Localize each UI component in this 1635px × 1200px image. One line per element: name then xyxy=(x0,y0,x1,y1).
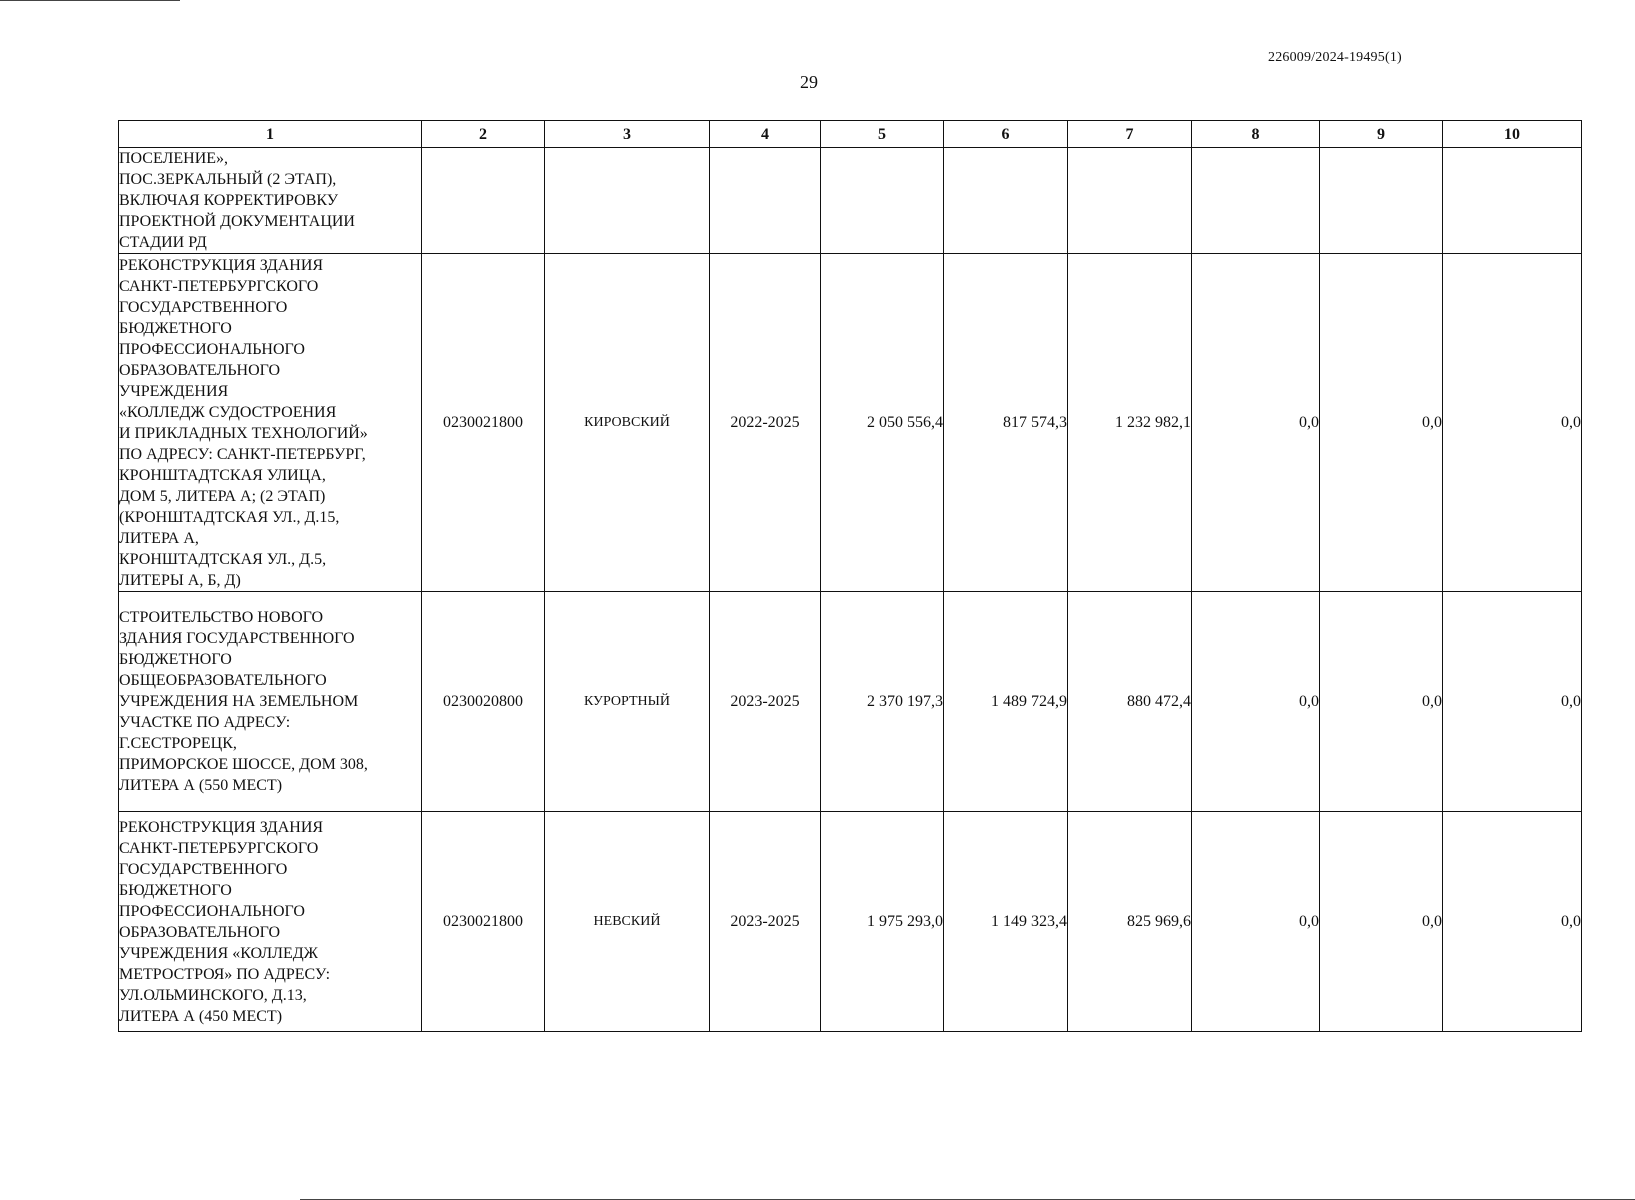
object-name-line: ЗДАНИЯ ГОСУДАРСТВЕННОГО xyxy=(119,630,355,647)
object-name-line: И ПРИКЛАДНЫХ ТЕХНОЛОГИЙ» xyxy=(119,424,368,442)
code-cell: 0230020800 xyxy=(422,592,545,812)
value-cell: 2 050 556,4 xyxy=(821,254,944,592)
object-name-line: УЧРЕЖДЕНИЯ xyxy=(119,382,229,400)
table-row xyxy=(119,592,1582,812)
value-cell: 0,0 xyxy=(1443,254,1582,592)
table-row xyxy=(119,148,1582,254)
column-header: 4 xyxy=(710,121,821,148)
object-name-line: БЮДЖЕТНОГО xyxy=(119,881,232,899)
object-name-line: ПОСЕЛЕНИЕ», xyxy=(119,150,229,167)
column-header: 5 xyxy=(821,121,944,148)
value-cell: 825 969,6 xyxy=(1068,812,1192,1032)
object-name-line: ЛИТЕРА А (450 МЕСТ) xyxy=(119,1007,283,1025)
value-cell: 0,0 xyxy=(1192,812,1320,1032)
value-cell: 880 472,4 xyxy=(1068,592,1192,812)
value-cell: 1 232 982,1 xyxy=(1068,254,1192,592)
value-cell: 0,0 xyxy=(1320,812,1443,1032)
object-name-line: ОБРАЗОВАТЕЛЬНОГО xyxy=(119,923,281,941)
district-cell: НЕВСКИЙ xyxy=(545,812,710,1032)
value-cell xyxy=(1443,148,1582,254)
object-name-line: РЕКОНСТРУКЦИЯ ЗДАНИЯ xyxy=(119,818,324,836)
table-row xyxy=(119,254,1582,592)
object-name-line: ОБРАЗОВАТЕЛЬНОГО xyxy=(119,361,281,379)
object-name-line: БЮДЖЕТНОГО xyxy=(119,651,232,668)
column-header: 2 xyxy=(422,121,545,148)
object-name-line: (КРОНШТАДТСКАЯ УЛ., Д.15, xyxy=(119,508,340,526)
object-name-line: СТАДИИ РД xyxy=(119,234,207,251)
object-name-line: УЧРЕЖДЕНИЯ НА ЗЕМЕЛЬНОМ xyxy=(119,693,359,710)
value-cell xyxy=(944,148,1068,254)
page-number: 29 xyxy=(800,72,818,92)
object-name-line: Г.СЕСТРОРЕЦК, xyxy=(119,735,237,752)
object-name-line: МЕТРОСТРОЯ» ПО АДРЕСУ: xyxy=(119,965,331,983)
value-cell: 2 370 197,3 xyxy=(821,592,944,812)
object-name-line: ПО АДРЕСУ: САНКТ-ПЕТЕРБУРГ, xyxy=(119,445,366,463)
value-cell: 1 489 724,9 xyxy=(944,592,1068,812)
object-name-line: КРОНШТАДТСКАЯ УЛ., Д.5, xyxy=(119,550,327,568)
object-name-line: СТРОИТЕЛЬСТВО НОВОГО xyxy=(119,609,324,626)
object-name-line: УЛ.ОЛЬМИНСКОГО, Д.13, xyxy=(119,986,307,1004)
object-name-line: ОБЩЕОБРАЗОВАТЕЛЬНОГО xyxy=(119,672,327,689)
object-name-line: ПРОФЕССИОНАЛЬНОГО xyxy=(119,340,305,358)
column-header: 8 xyxy=(1192,121,1320,148)
value-cell: 0,0 xyxy=(1320,592,1443,812)
object-name-line: ЛИТЕРА А, xyxy=(119,529,199,547)
column-header: 1 xyxy=(119,121,422,148)
object-name-line: ПРОЕКТНОЙ ДОКУМЕНТАЦИИ xyxy=(119,213,355,230)
object-name-line: ВКЛЮЧАЯ КОРРЕКТИРОВКУ xyxy=(119,192,339,209)
value-cell: 0,0 xyxy=(1320,254,1443,592)
column-header: 10 xyxy=(1443,121,1582,148)
value-cell: 0,0 xyxy=(1443,592,1582,812)
object-name-line: УЧРЕЖДЕНИЯ «КОЛЛЕДЖ xyxy=(119,944,318,962)
object-name-cell xyxy=(119,254,422,592)
object-name-line: КРОНШТАДТСКАЯ УЛИЦА, xyxy=(119,466,326,484)
column-header: 3 xyxy=(545,121,710,148)
years-cell: 2023-2025 xyxy=(710,812,821,1032)
years-cell: 2023-2025 xyxy=(710,592,821,812)
column-header: 9 xyxy=(1320,121,1443,148)
object-name-line: «КОЛЛЕДЖ СУДОСТРОЕНИЯ xyxy=(119,403,337,421)
object-name-line: ПОС.ЗЕРКАЛЬНЫЙ (2 ЭТАП), xyxy=(119,171,337,188)
object-name-line: РЕКОНСТРУКЦИЯ ЗДАНИЯ xyxy=(119,256,324,274)
district-cell: КУРОРТНЫЙ xyxy=(545,592,710,812)
header-row xyxy=(119,121,1582,148)
code-cell xyxy=(422,148,545,254)
scan-artifact-top xyxy=(0,0,180,1)
years-cell: 2022-2025 xyxy=(710,254,821,592)
data-table xyxy=(118,120,1582,1032)
value-cell xyxy=(1320,148,1443,254)
object-name-line: ЛИТЕРЫ А, Б, Д) xyxy=(119,571,241,589)
table-row xyxy=(119,812,1582,1032)
column-header: 6 xyxy=(944,121,1068,148)
object-name-cell xyxy=(119,148,422,254)
years-cell xyxy=(710,148,821,254)
object-name-cell xyxy=(119,592,422,812)
code-cell: 0230021800 xyxy=(422,254,545,592)
object-name-line: САНКТ-ПЕТЕРБУРГСКОГО xyxy=(119,839,319,857)
document-id: 226009/2024-19495(1) xyxy=(1268,50,1402,65)
value-cell: 0,0 xyxy=(1192,254,1320,592)
object-name-line: ГОСУДАРСТВЕННОГО xyxy=(119,298,288,316)
object-name-line: УЧАСТКЕ ПО АДРЕСУ: xyxy=(119,714,291,731)
value-cell xyxy=(821,148,944,254)
value-cell: 0,0 xyxy=(1192,592,1320,812)
value-cell: 1 975 293,0 xyxy=(821,812,944,1032)
object-name-line: ПРИМОРСКОЕ ШОССЕ, ДОМ 308, xyxy=(119,756,368,773)
object-name-line: ДОМ 5, ЛИТЕРА А; (2 ЭТАП) xyxy=(119,487,326,505)
object-name-line: САНКТ-ПЕТЕРБУРГСКОГО xyxy=(119,277,319,295)
object-name-line: ГОСУДАРСТВЕННОГО xyxy=(119,860,288,878)
column-header: 7 xyxy=(1068,121,1192,148)
value-cell: 817 574,3 xyxy=(944,254,1068,592)
value-cell: 1 149 323,4 xyxy=(944,812,1068,1032)
district-cell: КИРОВСКИЙ xyxy=(545,254,710,592)
object-name-line: БЮДЖЕТНОГО xyxy=(119,319,232,337)
value-cell xyxy=(1192,148,1320,254)
object-name-line: ЛИТЕРА А (550 МЕСТ) xyxy=(119,777,283,794)
value-cell: 0,0 xyxy=(1443,812,1582,1032)
value-cell xyxy=(1068,148,1192,254)
object-name-cell xyxy=(119,812,422,1032)
code-cell: 0230021800 xyxy=(422,812,545,1032)
district-cell xyxy=(545,148,710,254)
object-name-line: ПРОФЕССИОНАЛЬНОГО xyxy=(119,902,305,920)
